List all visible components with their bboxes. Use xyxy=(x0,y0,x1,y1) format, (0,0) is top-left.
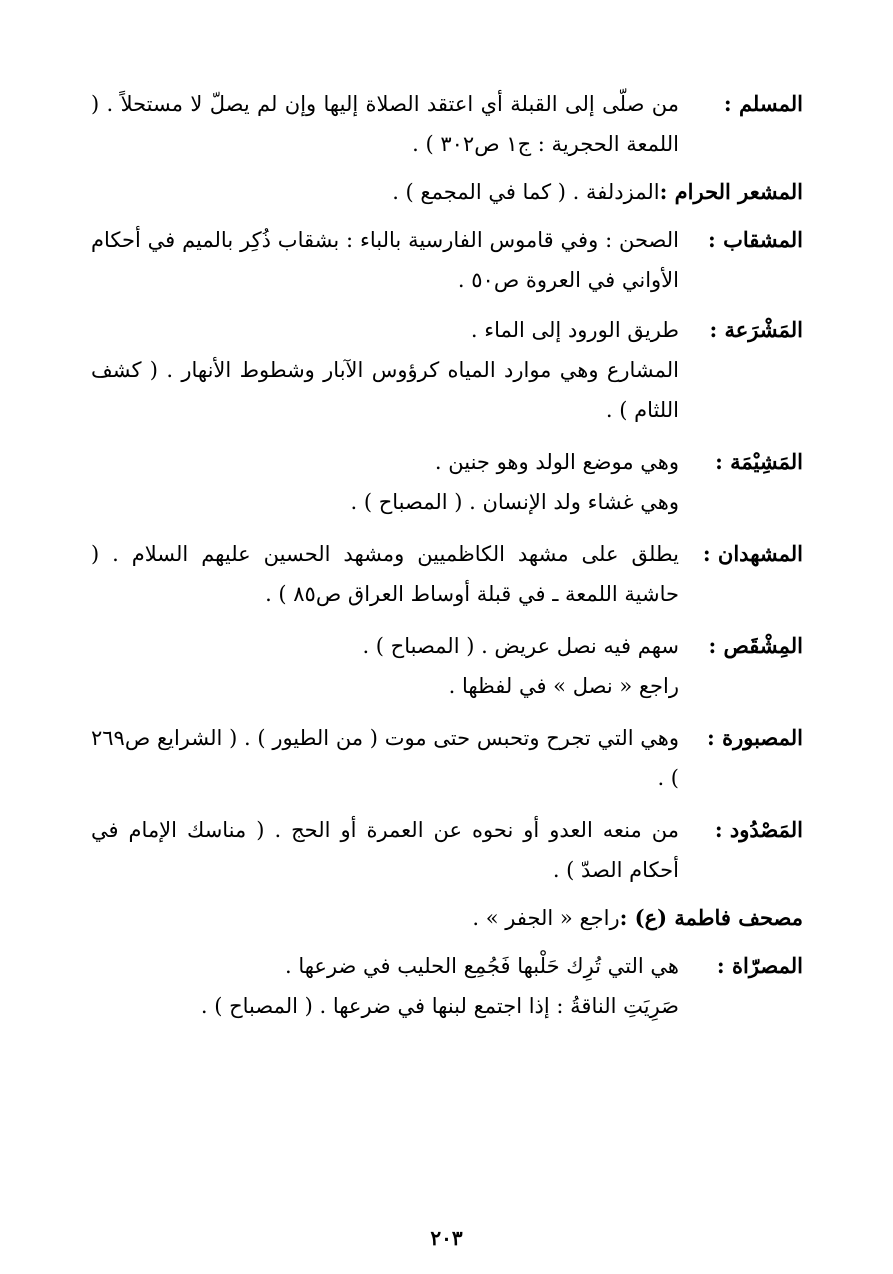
glossary-entry xyxy=(91,534,803,614)
entry-definition xyxy=(91,310,679,430)
entry-term: المشهدان : xyxy=(702,541,803,566)
entry-definition xyxy=(91,626,679,706)
entry-term: مصحف فاطمة (ع) : xyxy=(619,905,803,930)
glossary-entry xyxy=(91,220,803,300)
entry-definition xyxy=(91,534,679,614)
entry-definition xyxy=(91,220,679,300)
glossary-entry xyxy=(91,718,803,798)
definition-line: من منعه العدو أو نحوه عن العمرة أو الحج . ( مناسك الإمام في أحكام الصدّ ) . xyxy=(91,818,679,882)
entry-term: المصبورة : xyxy=(707,725,803,750)
definition-line: وهي التي تجرح وتحبس حتى موت ( من الطيور ) . ( الشرايع ص٢٦٩ ) . xyxy=(91,726,679,790)
definition-line: راجع « الجفر » . xyxy=(472,906,620,930)
entry-term: المشقاب : xyxy=(708,227,803,252)
entry-definition xyxy=(91,898,620,938)
definition-line: وهي موضع الولد وهو جنين . xyxy=(434,450,679,474)
entry-definition xyxy=(91,172,660,212)
entry-term: المصرّاة : xyxy=(716,953,803,978)
definition-line: طريق الورود إلى الماء . xyxy=(470,318,679,342)
definition-line: سهم فيه نصل عريض . ( المصباح ) . xyxy=(362,634,679,658)
glossary-entry xyxy=(91,442,803,522)
entry-term: المشعر الحرام : xyxy=(659,179,803,204)
entry-definition xyxy=(91,946,679,1026)
definition-line: صَرِيَتِ الناقةُ : إذا اجتمع لبنها في ضرعها . ( المصباح ) . xyxy=(200,994,679,1018)
entry-definition xyxy=(91,442,679,522)
definition-line: راجع « نصل » في لفظها . xyxy=(448,674,679,698)
glossary-entry xyxy=(91,172,803,212)
glossary-entries xyxy=(91,74,803,1026)
entry-definition xyxy=(91,718,679,798)
entry-term: المَشِيْمَة : xyxy=(715,449,803,474)
glossary-entry xyxy=(91,898,803,938)
definition-line: هي التي تُرِك حَلْبها فَجُمِع الحليب في ضرعها . xyxy=(285,954,679,978)
entry-definition xyxy=(91,84,679,164)
glossary-entry xyxy=(91,946,803,1026)
entry-definition xyxy=(91,810,679,890)
definition-line: المزدلفة . ( كما في المجمع ) . xyxy=(392,180,660,204)
page-number: ٢٠٣ xyxy=(430,1226,463,1250)
glossary-entry xyxy=(91,810,803,890)
entry-term: المِشْقَص : xyxy=(708,633,803,658)
entry-term: المسلم : xyxy=(723,91,803,116)
definition-line: يطلق على مشهد الكاظميين ومشهد الحسين عليهم السلام . ( حاشية اللمعة ـ في قبلة أوساط العراق ص٨٥ ) . xyxy=(91,542,679,606)
glossary-entry xyxy=(91,84,803,164)
entry-term: المَشْرَعة : xyxy=(709,317,803,342)
definition-line: وهي غشاء ولد الإنسان . ( المصباح ) . xyxy=(350,490,679,514)
entry-term: المَصْدُود : xyxy=(714,817,803,842)
definition-line: من صلّى إلى القبلة أي اعتقد الصلاة إليها وإن لم يصلّ لا مستحلاً . ( اللمعة الحجرية : ج١ ص٣٠٢ ) . xyxy=(91,92,679,156)
definition-line: الصحن : وفي قاموس الفارسية بالباء : بشقاب ذُكِر بالميم في أحكام الأواني في العروة ص٥٠ . xyxy=(91,228,679,292)
glossary-entry xyxy=(91,310,803,430)
definition-line: المشارع وهي موارد المياه كرؤوس الآبار وشطوط الأنهار . ( كشف اللثام ) . xyxy=(91,358,679,422)
glossary-entry xyxy=(91,626,803,706)
